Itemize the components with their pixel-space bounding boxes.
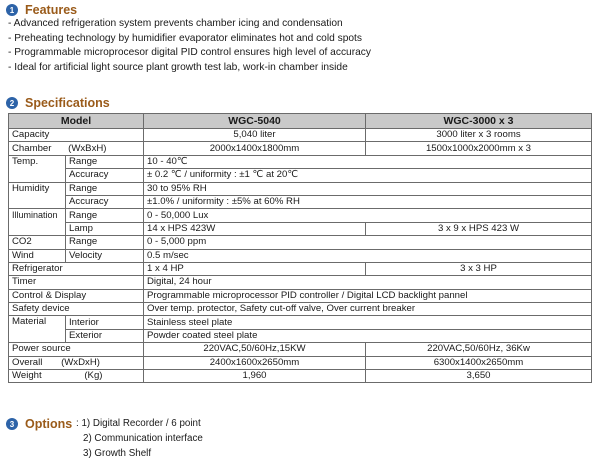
table-row — [9, 356, 592, 369]
refrigerator-a: 1 x 4 HP — [144, 262, 366, 275]
illumination-lamp-b: 3 x 9 x HPS 423 W — [366, 222, 592, 235]
table-row — [9, 276, 592, 289]
power-b: 220VAC,50/60Hz, 36Kw — [366, 343, 592, 356]
options-number-badge: 3 — [6, 418, 18, 430]
model-header: Model — [9, 114, 144, 129]
features-number-badge: 1 — [6, 4, 18, 16]
feature-item: - Programmable microprocesor digital PID control ensures high level of accuracy — [8, 46, 371, 61]
option-item: 3) Growth Shelf — [83, 448, 152, 459]
overall-b: 6300x1400x2650mm — [366, 356, 592, 369]
chamber-label — [9, 142, 144, 155]
control-value: Programmable microprocessor PID controller / Digital LCD backlight pannel — [144, 289, 592, 302]
refrigerator-label: Refrigerator — [9, 262, 144, 275]
co2-sub-label: Range — [66, 236, 144, 249]
co2-label: CO2 — [9, 236, 66, 249]
table-row — [9, 142, 592, 155]
table-row — [9, 303, 592, 316]
overall-a: 2400x1600x2650mm — [144, 356, 366, 369]
humidity-label: Humidity — [9, 182, 66, 209]
weight-label — [9, 370, 144, 383]
overall-unit: (WxDxH) — [61, 356, 100, 368]
feature-item: - Ideal for artificial light source plant growth test lab, work-in chamber inside — [8, 61, 371, 76]
table-row — [9, 209, 592, 222]
chamber-a: 2000x1400x1800mm — [144, 142, 366, 155]
features-heading — [6, 3, 77, 17]
table-row — [9, 129, 592, 142]
overall-label — [9, 356, 144, 369]
specifications-title: Specifications — [25, 96, 110, 110]
option-item: 2) Communication interface — [83, 433, 203, 444]
capacity-b: 3000 liter x 3 rooms — [366, 129, 592, 142]
chamber-unit: (WxBxH) — [68, 142, 107, 154]
table-row — [9, 329, 592, 342]
options-title: Options — [25, 417, 73, 431]
table-row — [9, 182, 592, 195]
power-label: Power source — [9, 343, 144, 356]
table-row — [9, 343, 592, 356]
power-a: 220VAC,50/60Hz,15KW — [144, 343, 366, 356]
chamber-label-text: Chamber — [12, 142, 52, 154]
humidity-range: 30 to 95% RH — [144, 182, 592, 195]
table-row — [9, 289, 592, 302]
weight-b: 3,650 — [366, 370, 592, 383]
specifications-table — [8, 113, 592, 383]
material-interior: Stainless steel plate — [144, 316, 592, 329]
table-row — [9, 316, 592, 329]
table-row — [9, 249, 592, 262]
model-a-header: WGC-5040 — [144, 114, 366, 129]
overall-label-text: Overall — [12, 356, 43, 368]
safety-label: Safety device — [9, 303, 144, 316]
safety-value: Over temp. protector, Safety cut-off valve, Over current breaker — [144, 303, 592, 316]
control-label: Control & Display — [9, 289, 144, 302]
humidity-accuracy-label: Accuracy — [66, 195, 144, 208]
model-b-header: WGC-3000 x 3 — [366, 114, 592, 129]
options-heading — [6, 417, 72, 431]
temp-label: Temp. — [9, 155, 66, 182]
specifications-heading — [6, 96, 110, 110]
illumination-lamp-label: Lamp — [66, 222, 144, 235]
capacity-a: 5,040 liter — [144, 129, 366, 142]
capacity-label: Capacity — [9, 129, 144, 142]
humidity-range-label: Range — [66, 182, 144, 195]
timer-value: Digital, 24 hour — [144, 276, 592, 289]
table-row — [9, 195, 592, 208]
material-interior-label: Interior — [66, 316, 144, 329]
table-row — [9, 262, 592, 275]
weight-unit: (Kg) — [84, 370, 103, 382]
features-title: Features — [25, 3, 78, 17]
weight-a: 1,960 — [144, 370, 366, 383]
material-exterior: Powder coated steel plate — [144, 329, 592, 342]
table-row — [9, 222, 592, 235]
table-header-row — [9, 114, 592, 129]
table-row — [9, 236, 592, 249]
feature-item: - Preheating technology by humidifier evaporator eliminates hot and cold spots — [8, 32, 371, 47]
humidity-accuracy: ±1.0% / uniformity : ±5% at 60% RH — [144, 195, 592, 208]
weight-label-text: Weight — [12, 370, 42, 382]
chamber-b: 1500x1000x2000mm x 3 — [366, 142, 592, 155]
features-list — [8, 17, 371, 75]
temp-accuracy-label: Accuracy — [66, 169, 144, 182]
temp-range: 10 - 40℃ — [144, 155, 592, 168]
refrigerator-b: 3 x 3 HP — [366, 262, 592, 275]
co2-value: 0 - 5,000 ppm — [144, 236, 592, 249]
material-label: Material — [9, 316, 66, 343]
temp-accuracy: ± 0.2 ℃ / uniformity : ±1 ℃ at 20℃ — [144, 169, 592, 182]
option-item: : 1) Digital Recorder / 6 point — [76, 418, 201, 429]
temp-range-label: Range — [66, 155, 144, 168]
wind-value: 0.5 m/sec — [144, 249, 592, 262]
feature-item: - Advanced refrigeration system prevents chamber icing and condensation — [8, 17, 371, 32]
wind-label: Wind — [9, 249, 66, 262]
table-row — [9, 370, 592, 383]
illumination-range-label: Range — [66, 209, 144, 222]
material-exterior-label: Exterior — [66, 329, 144, 342]
illumination-lamp-a: 14 x HPS 423W — [144, 222, 366, 235]
specifications-number-badge: 2 — [6, 97, 18, 109]
table-row — [9, 155, 592, 168]
timer-label: Timer — [9, 276, 144, 289]
illumination-label: Illumination — [9, 209, 66, 236]
illumination-range: 0 - 50,000 Lux — [144, 209, 592, 222]
wind-sub-label: Velocity — [66, 249, 144, 262]
table-row — [9, 169, 592, 182]
